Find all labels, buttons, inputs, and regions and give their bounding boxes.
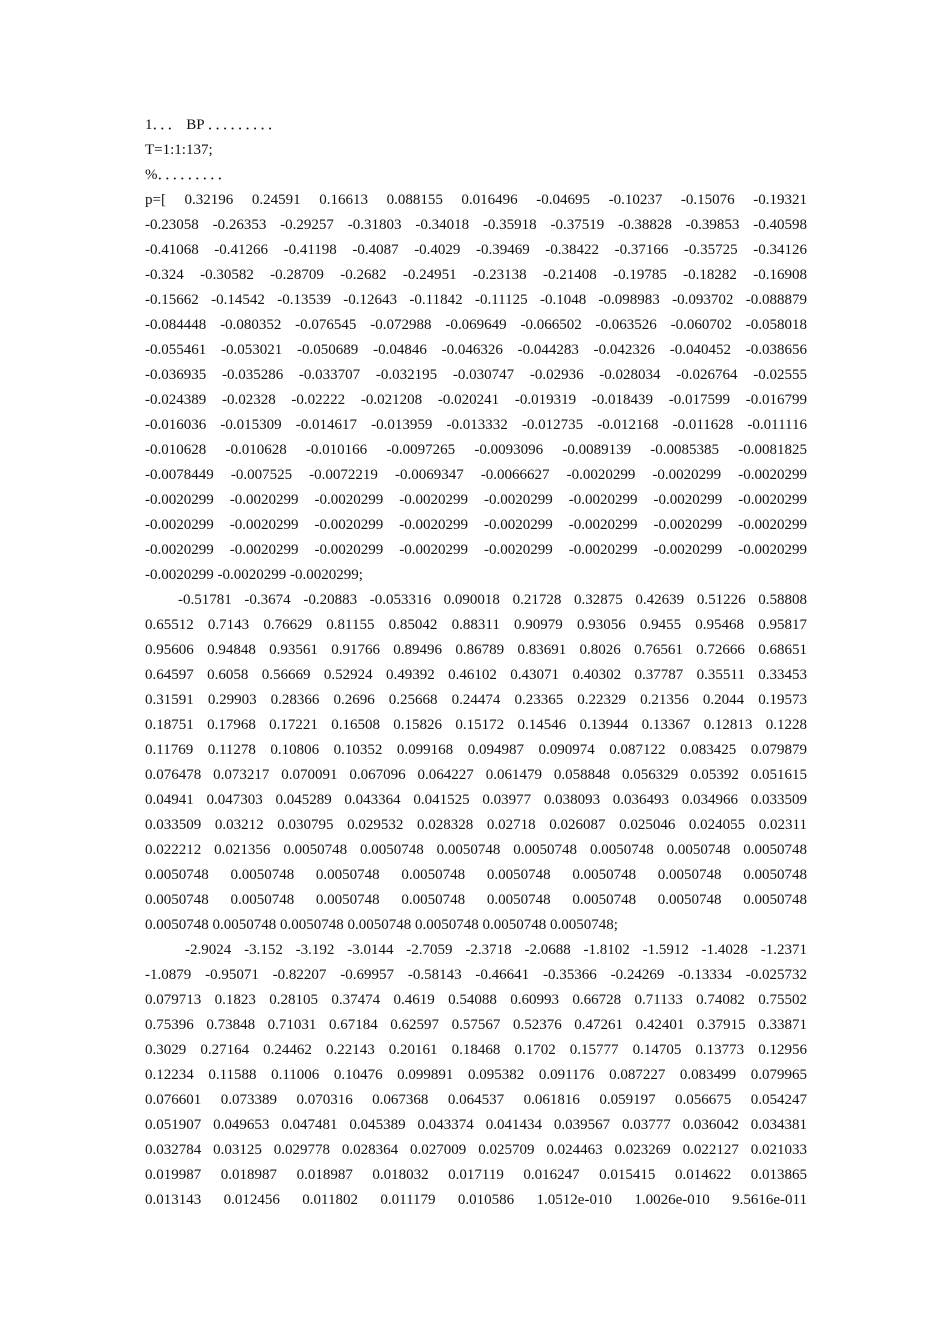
data-line: 0.04941 0.047303 0.045289 0.043364 0.041525 0.03977 0.038093 0.036493 0.034966 0.033509 (145, 792, 807, 808)
data-line: 0.0050748 0.0050748 0.0050748 0.0050748 0.0050748 0.0050748 0.0050748 0.0050748 (145, 867, 807, 883)
data-line: -0.010628 -0.010628 -0.010166 -0.0097265 -0.0093096 -0.0089139 -0.0085385 -0.0081825 (145, 442, 807, 458)
data-line: -0.036935 -0.035286 -0.033707 -0.032195 -0.030747 -0.02936 -0.028034 -0.026764 -0.02555 (145, 367, 807, 383)
heading: 1．．． BP ．．．．．．．．． (145, 117, 283, 133)
data-line-p-start: p=[ 0.32196 0.24591 0.16613 0.088155 0.016496 -0.04695 -0.10237 -0.15076 -0.19321 (145, 192, 807, 208)
data-line: 0.019987 0.018987 0.018987 0.018032 0.017119 0.016247 0.015415 0.014622 0.013865 (145, 1167, 807, 1183)
data-line: -0.084448 -0.080352 -0.076545 -0.072988 -0.069649 -0.066502 -0.063526 -0.060702 -0.058018 (145, 317, 807, 333)
data-line: -0.055461 -0.053021 -0.050689 -0.04846 -0.046326 -0.044283 -0.042326 -0.040452 -0.038656 (145, 342, 807, 358)
data-line: -0.0078449 -0.007525 -0.0072219 -0.0069347 -0.0066627 -0.0020299 -0.0020299 -0.0020299 (145, 467, 807, 483)
data-line: 0.051907 0.049653 0.047481 0.045389 0.043374 0.041434 0.039567 0.03777 0.036042 0.034381 (145, 1117, 807, 1133)
data-line: 0.95606 0.94848 0.93561 0.91766 0.89496 0.86789 0.83691 0.8026 0.76561 0.72666 0.68651 (145, 642, 807, 658)
t-definition-line: T=1:1:137; (145, 142, 213, 158)
data-line: 0.0050748 0.0050748 0.0050748 0.0050748 0.0050748 0.0050748 0.0050748 0.0050748 (145, 892, 807, 908)
data-line: 0.12234 0.11588 0.11006 0.10476 0.099891 0.095382 0.091176 0.087227 0.083499 0.079965 (145, 1067, 807, 1083)
data-line: -0.324 -0.30582 -0.28709 -0.2682 -0.24951 -0.23138 -0.21408 -0.19785 -0.18282 -0.16908 (145, 267, 807, 283)
data-line: 0.013143 0.012456 0.011802 0.011179 0.010586 1.0512e-010 1.0026e-010 9.5616e-011 (145, 1192, 807, 1208)
data-line-row3-start: -2.9024 -3.152 -3.192 -3.0144 -2.7059 -2.3718 -2.0688 -1.8102 -1.5912 -1.4028 -1.2371 (185, 942, 807, 958)
comment-line: %．．．．．．．．． (145, 167, 233, 183)
data-line: 0.079713 0.1823 0.28105 0.37474 0.4619 0.54088 0.60993 0.66728 0.71133 0.74082 0.75502 (145, 992, 807, 1008)
data-line: 0.64597 0.6058 0.56669 0.52924 0.49392 0.46102 0.43071 0.40302 0.37787 0.35511 0.33453 (145, 667, 807, 683)
data-line: 0.11769 0.11278 0.10806 0.10352 0.099168 0.094987 0.090974 0.087122 0.083425 0.079879 (145, 742, 807, 758)
data-line: -0.0020299 -0.0020299 -0.0020299 -0.0020299 -0.0020299 -0.0020299 -0.0020299 -0.0020299 (145, 542, 807, 558)
data-line: 0.032784 0.03125 0.029778 0.028364 0.027009 0.025709 0.024463 0.023269 0.022127 0.021033 (145, 1142, 807, 1158)
data-line: 0.022212 0.021356 0.0050748 0.0050748 0.0050748 0.0050748 0.0050748 0.0050748 0.0050748 (145, 842, 807, 858)
data-line: -0.024389 -0.02328 -0.02222 -0.021208 -0.020241 -0.019319 -0.018439 -0.017599 -0.016799 (145, 392, 807, 408)
data-line-row2-end: 0.0050748 0.0050748 0.0050748 0.0050748 0.0050748 0.0050748 0.0050748; (145, 917, 618, 933)
data-line: -0.15662 -0.14542 -0.13539 -0.12643 -0.11842 -0.11125 -0.1048 -0.098983 -0.093702 -0.088879 (145, 292, 807, 308)
data-line: -0.23058 -0.26353 -0.29257 -0.31803 -0.34018 -0.35918 -0.37519 -0.38828 -0.39853 -0.40598 (145, 217, 807, 233)
data-line-row2-start: -0.51781 -0.3674 -0.20883 -0.053316 0.090018 0.21728 0.32875 0.42639 0.51226 0.58808 (178, 592, 807, 608)
data-line: 0.18751 0.17968 0.17221 0.16508 0.15826 0.15172 0.14546 0.13944 0.13367 0.12813 0.1228 (145, 717, 807, 733)
document-page (145, 113, 807, 1213)
data-line: 0.75396 0.73848 0.71031 0.67184 0.62597 0.57567 0.52376 0.47261 0.42401 0.37915 0.33871 (145, 1017, 807, 1033)
data-line: 0.033509 0.03212 0.030795 0.029532 0.028328 0.02718 0.026087 0.025046 0.024055 0.02311 (145, 817, 807, 833)
data-line: 0.31591 0.29903 0.28366 0.2696 0.25668 0.24474 0.23365 0.22329 0.21356 0.2044 0.19573 (145, 692, 807, 708)
data-line: 0.076478 0.073217 0.070091 0.067096 0.064227 0.061479 0.058848 0.056329 0.05392 0.051615 (145, 767, 807, 783)
data-line: -0.0020299 -0.0020299 -0.0020299 -0.0020299 -0.0020299 -0.0020299 -0.0020299 -0.0020299 (145, 517, 807, 533)
data-line: -0.0020299 -0.0020299 -0.0020299 -0.0020299 -0.0020299 -0.0020299 -0.0020299 -0.0020299 (145, 492, 807, 508)
data-line: -1.0879 -0.95071 -0.82207 -0.69957 -0.58143 -0.46641 -0.35366 -0.24269 -0.13334 -0.025732 (145, 967, 807, 983)
data-line: 0.3029 0.27164 0.24462 0.22143 0.20161 0.18468 0.1702 0.15777 0.14705 0.13773 0.12956 (145, 1042, 807, 1058)
data-line: -0.41068 -0.41266 -0.41198 -0.4087 -0.4029 -0.39469 -0.38422 -0.37166 -0.35725 -0.34126 (145, 242, 807, 258)
data-line: 0.65512 0.7143 0.76629 0.81155 0.85042 0.88311 0.90979 0.93056 0.9455 0.95468 0.95817 (145, 617, 807, 633)
data-line-row1-end: -0.0020299 -0.0020299 -0.0020299; (145, 567, 363, 583)
data-line: -0.016036 -0.015309 -0.014617 -0.013959 -0.013332 -0.012735 -0.012168 -0.011628 -0.011116 (145, 417, 807, 433)
data-line: 0.076601 0.073389 0.070316 0.067368 0.064537 0.061816 0.059197 0.056675 0.054247 (145, 1092, 807, 1108)
